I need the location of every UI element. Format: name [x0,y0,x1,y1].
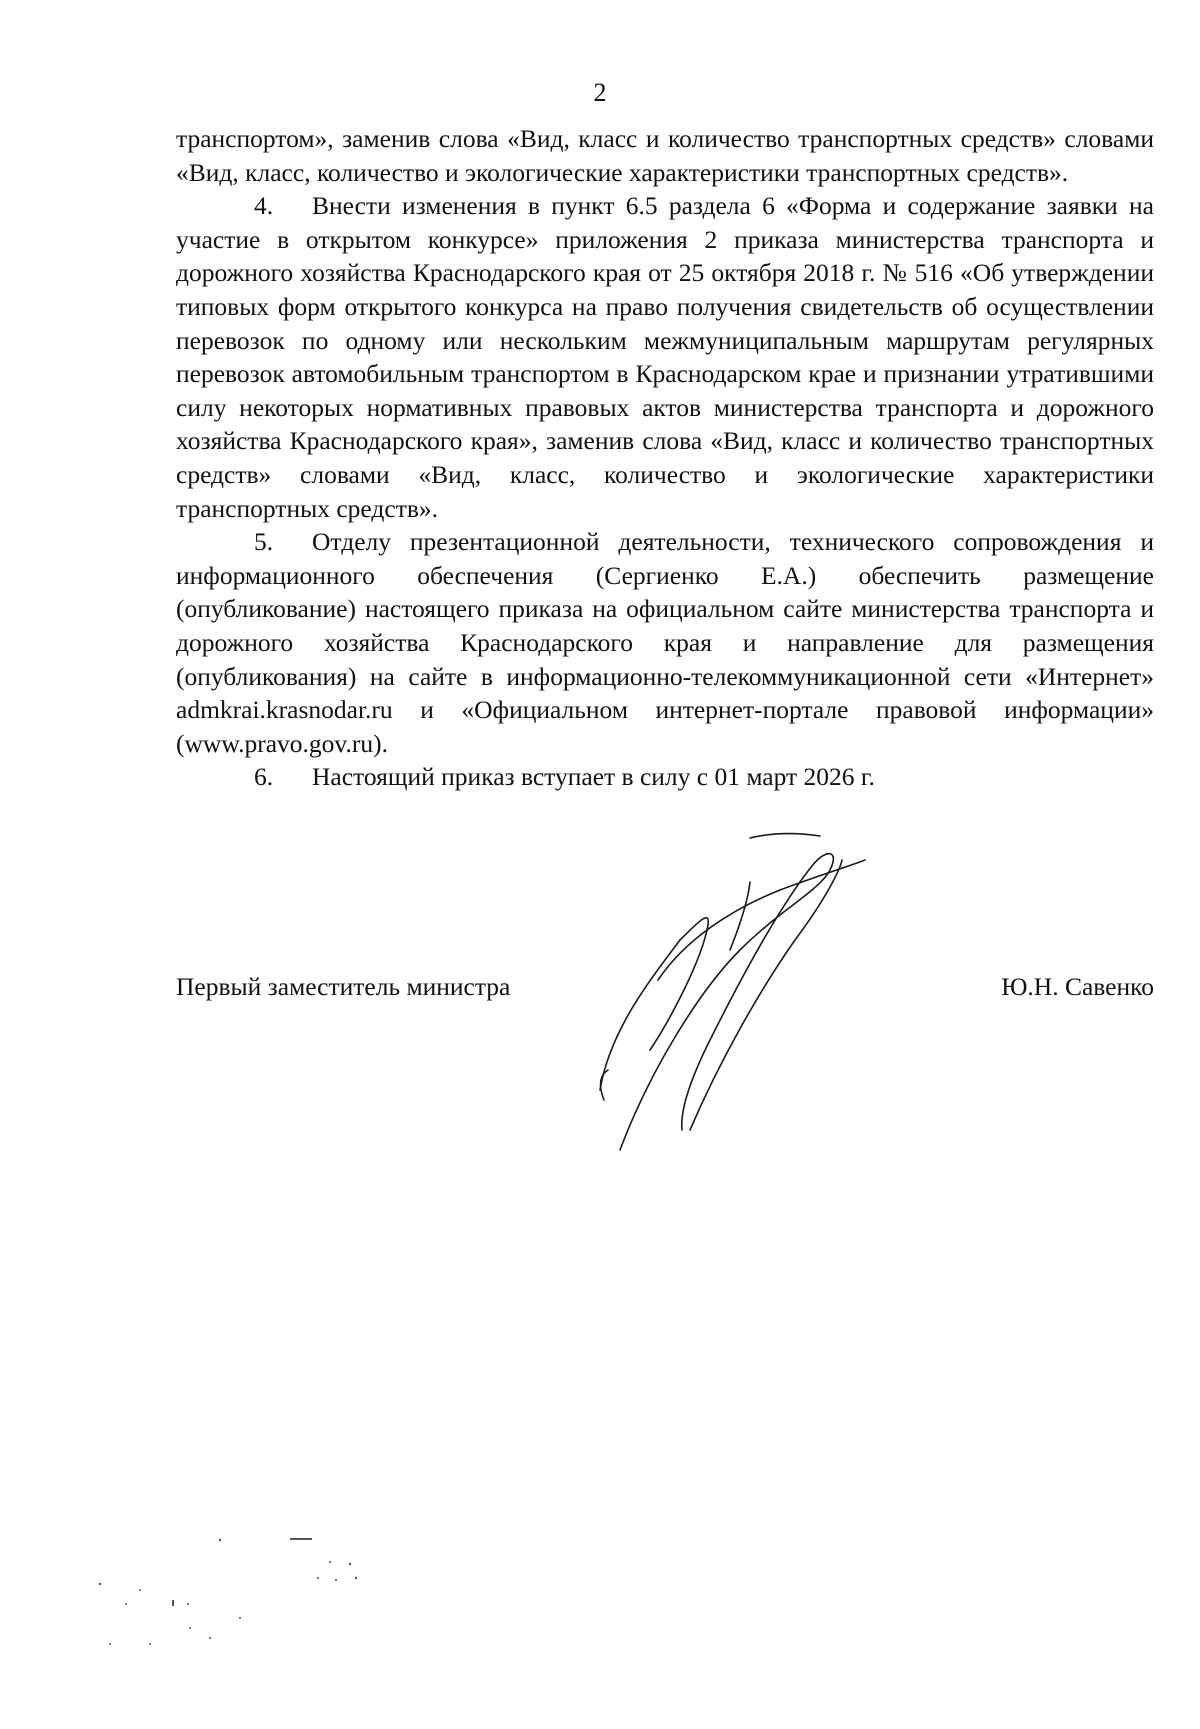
item-text: Настоящий приказ вступает в силу с 01 март 2026 г. [312,762,875,792]
item-number: 5. [254,527,274,557]
item-text: Внести изменения в пункт 6.5 раздела 6 «Форма и содержание заявки на участие в открытом конкурсе» приложения 2 приказа министерства транспорта и дорожного хозяйства Краснодарского края от 25 октября 2018 г. № 516 «Об утверждении типовых форм открытого конкурса на право получения свидетельств об осуществлении перевозок по одному или нескольким межмуниципальным маршрутам регулярных перевозок автомобильным транспортом в Краснодарском крае и признании утратившими силу некоторых нормативных правовых актов министерства транспорта и дорожного хозяйства Краснодарского края», заменив слова «Вид, класс и количество транспортных средств» словами «Вид, класс, количество и экологические характеристики транспортных средств». [176,191,1154,523]
continuation-paragraph: транспортом», заменив слова «Вид, класс и количество транспортных средств» словами «Вид, класс, количество и экологические характеристики транспортных средств». [176,124,1154,187]
item-text: Отделу презентационной деятельности, технического сопровождения и информационного обеспечения (Сергиенко Е.А.) обеспечить размещение (опубликование) настоящего приказа на официальном сайте министерства транспорта и дорожного хозяйства Краснодарского края и направление для размещения (опубликования) на сайте в информационно-телекоммуникационной сети «Интернет» admkrai.krasnodar.ru и «Официальном интернет-портале правовой информации» (www.pravo.gov.ru). [176,527,1154,758]
signer-name: Ю.Н. Савенко [1001,972,1154,1001]
scan-noise [90,1520,410,1660]
document-body [176,122,1154,794]
handwritten-signature [590,830,910,1160]
item-6 [176,760,1154,794]
item-number: 4. [254,191,274,221]
item-4 [176,189,1154,525]
page-number: 2 [593,78,607,107]
item-number: 6. [254,762,274,792]
signer-position: Первый заместитель министра [176,972,511,1001]
item-5 [176,525,1154,760]
